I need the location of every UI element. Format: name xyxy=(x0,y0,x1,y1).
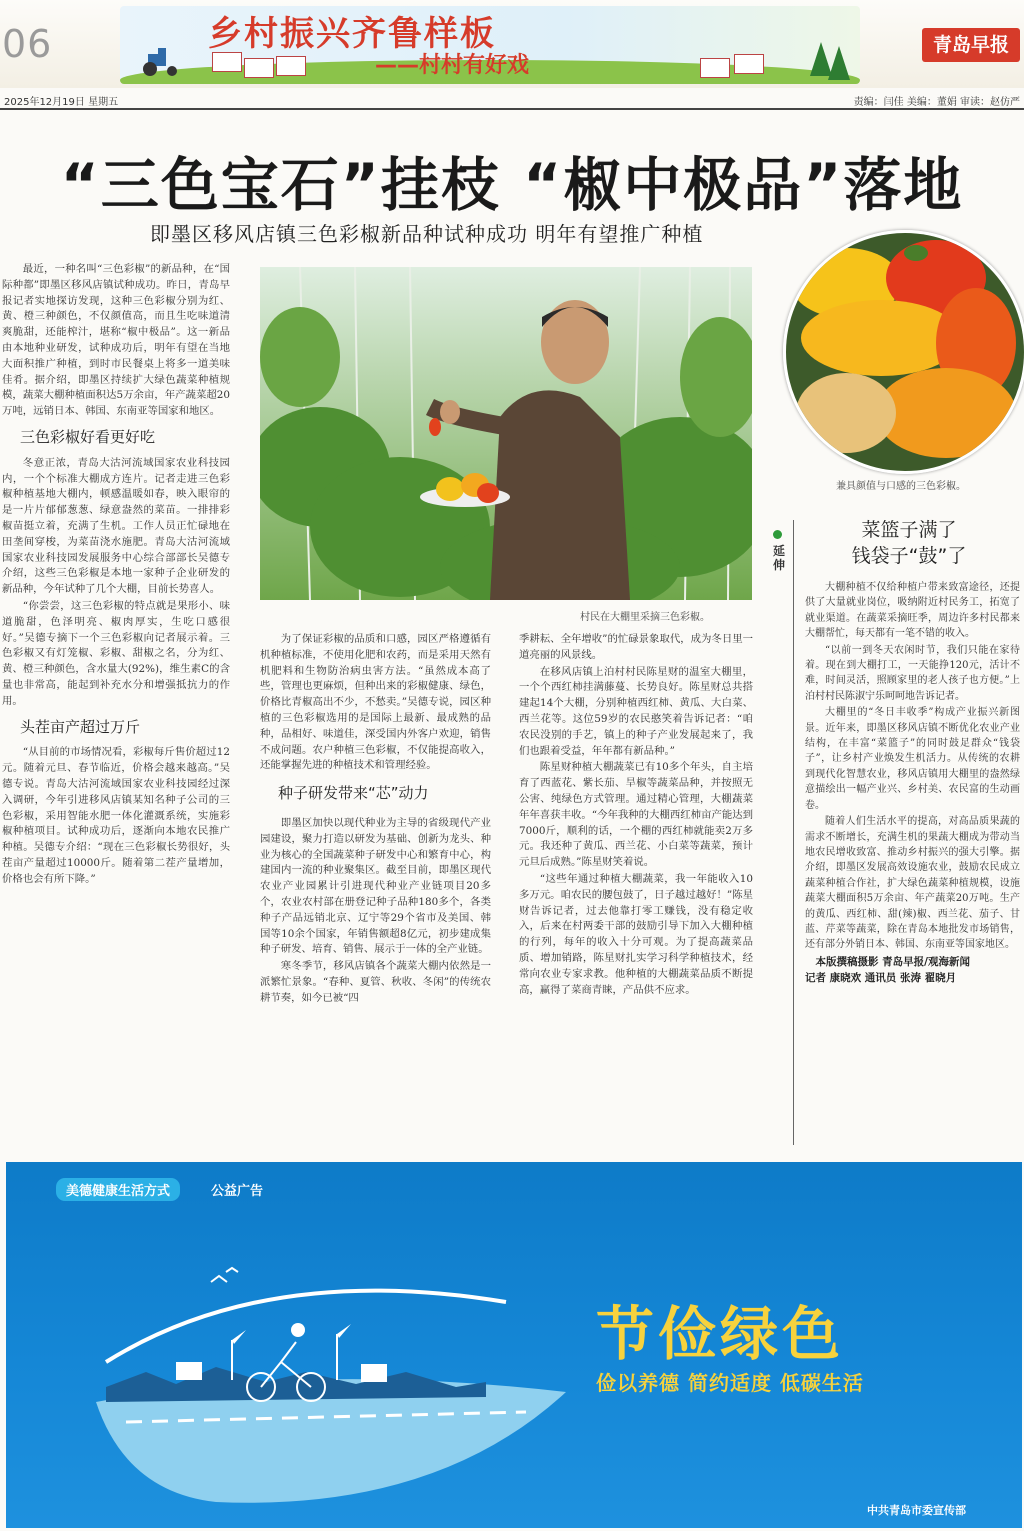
pepper-photo xyxy=(783,230,1024,474)
intro-paragraph: 最近，一种名叫“三色彩椒”的新品种，在“国际种都”即墨区移风店镇试种成功。昨日，青岛早报记者实地探访发现，这种三色彩椒分别为红、黄、橙三种颜色，不仅颜值高，而且生吃味道清爽脆甜，还能榨汁，堪称“椒中极品”。这一新品由本地种业研发，试种成功后，明年有望在当地大面积推广种植，到时市民餐桌上将多一道美味佳肴。据介绍，即墨区持续扩大绿色蔬菜种植规模，蔬菜大棚种植面积达5万余亩，年产蔬菜超20万吨，远销日本、韩国、东南亚等国家和地区。 xyxy=(2,263,230,418)
house-icon xyxy=(212,52,242,72)
ad-title: 节俭绿色 xyxy=(596,1300,845,1368)
tractor-icon xyxy=(138,48,182,76)
banner-subtitle: ——村村有好戏 xyxy=(375,53,530,78)
main-photo xyxy=(260,267,752,600)
green-leaf-cyclist-illustration xyxy=(6,1222,566,1522)
dateline: 2025年12月19日 星期五 xyxy=(4,97,119,108)
sidebar-heading-line-1: 菜篮子满了 xyxy=(861,519,957,541)
body-paragraph: “你尝尝，这三色彩椒的特点就是果形小、味道脆甜，色泽明亮、椒肉厚实，生吃口感很好。”吴德专摘下一个三色彩椒向记者展示着。三色彩椒又有灯笼椒、彩椒、甜椒之名，分为红、黄、橙三种颜色，含水量大(92%)，维生素C的含量也非常高，能起到补充水分和增强抵抗力的作用。 xyxy=(2,599,230,707)
body-paragraph: 即墨区加快以现代种业为主导的省级现代产业园建设，聚力打造以研发为基础、创新为龙头、种业为核心的全国蔬菜种子研发中心和繁育中心，构建国内一流的种业聚集区。截至目前，即墨区现代农业产业园累计引进现代种业产业链项目20多个，农业农村部在册登记种子品种180多个，各类种子产品远销北京、辽宁等29个省市及美国、韩国等10余个国家，年销售额超8亿元，初步建成集种子研发、培育、销售、展示于一体的全产业链。 xyxy=(260,816,491,956)
house-icon xyxy=(244,58,274,78)
banner-title: 乡村振兴齐鲁样板 xyxy=(208,14,496,54)
article-column-3 xyxy=(519,632,753,1147)
house-icon xyxy=(734,54,764,74)
sidebar-divider xyxy=(793,520,794,1145)
body-paragraph: “以前一到冬天农闲时节，我们只能在家待着。现在到大棚打工，一天能挣120元，活计不难，时间灵活，照顾家里的老人孩子也方便。”上泊村村民陈淑宁乐呵呵地告诉记者。 xyxy=(805,644,1020,702)
body-paragraph: 陈星财种植大棚蔬菜已有10多个年头，自主培育了西蓝花、紫长茄、旱椒等蔬菜品种，并按照无公害、纯绿色方式管理。通过精心管理，大棚蔬菜年年喜获丰收。“今年我种的大棚西红柿亩产能达到7000斤，顺利的话，一个棚的西红柿就能卖2万多元。我还种了黄瓜、西兰花、小白菜等蔬菜，预计元旦后成熟。”陈星财笑着说。 xyxy=(519,761,753,869)
house-icon xyxy=(276,56,306,76)
article-column-2 xyxy=(260,632,491,1147)
section-heading: 头茬亩产超过万斤 xyxy=(20,717,141,736)
tree-icon xyxy=(828,46,850,80)
sidebar-label: 延伸 xyxy=(772,544,785,572)
page-number: 06 xyxy=(2,22,53,66)
body-paragraph: 寒冬季节，移风店镇各个蔬菜大棚内依然是一派繁忙景象。“春种、夏管、秋收、冬闲”的传统农耕节奏，如今已被“四 xyxy=(260,960,491,1004)
sidebar-column xyxy=(805,580,1020,1148)
ad-tag: 美德健康生活方式 xyxy=(56,1178,180,1201)
tricolor-pepper-image xyxy=(786,233,1024,471)
header-rule xyxy=(0,108,1024,110)
article-column-1 xyxy=(2,262,230,1150)
ad-slogan: 俭以养德 简约适度 低碳生活 xyxy=(596,1371,864,1395)
ad-type: 公益广告 xyxy=(211,1184,264,1199)
greenhouse-farmer-image xyxy=(260,267,752,600)
ad-organization: 中共青岛市委宣传部 xyxy=(867,1504,966,1517)
public-service-ad xyxy=(6,1162,1022,1528)
body-paragraph: 大棚里的“冬日丰收季”构成产业振兴新图景。近年来，即墨区移风店镇不断优化农业产业结构，在丰富“菜篮子”的同时鼓足群众“钱袋子”，让乡村产业焕发生机活力。从传统的农耕到现代化智慧农业，移风店镇用大棚里的盎然绿意描绘出一幅产业兴、乡村美、农民富的生动画卷。 xyxy=(805,707,1020,811)
pepper-caption: 兼具颜值与口感的三色彩椒。 xyxy=(836,481,966,492)
body-paragraph: 季耕耘、全年增收”的忙碌景象取代，成为冬日里一道亮丽的风景线。 xyxy=(519,633,753,661)
body-paragraph: “从目前的市场情况看，彩椒每斤售价超过12元。随着元旦、春节临近，价格会越来越高。”吴德专说。青岛大沽河流域国家农业科技园经过深入调研，今年引进移风店镇某知名种子公司的三色彩椒，采用智能水肥一体化灌溉系统，实施彩椒种植项目。试种成功后，逐渐向本地农民推广种植。吴德专介绍：“现在三色彩椒长势很好，头茬亩产量超过10000斤。随着第二茬产量增加，价格也会有所下降。” xyxy=(2,746,230,885)
subheadline: 即墨区移风店镇三色彩椒新品种试种成功 明年有望推广种植 xyxy=(150,222,704,246)
body-paragraph: 大棚种植不仅给种植户带来致富途径，还提供了大量就业岗位，吸纳附近村民务工，拓宽了就业渠道。在蔬菜采摘旺季，周边许多村民都来大棚帮忙，每天都有一笔不错的收入。 xyxy=(805,582,1020,640)
body-paragraph: 随着人们生活水平的提高，对高品质果蔬的需求不断增长，充满生机的果蔬大棚成为带动当地农民增收致富、推动乡村振兴的强大引擎。据介绍，即墨区发展高效设施农业，鼓励农民成立蔬菜种植合作社，扩大绿色蔬菜种植规模，设施蔬菜大棚面积5万余亩、年产蔬菜20万吨。生产的黄瓜、西红柿、甜(辣)椒、西兰花、茄子、甘蓝、芹菜等蔬菜，除在青岛本地批发市场销售，还有部分外销日本、韩国、东南亚等国家地区。 xyxy=(805,816,1020,951)
sidebar-heading xyxy=(800,517,1018,569)
section-heading: 种子研发带来“芯”动力 xyxy=(278,784,429,803)
body-paragraph: 为了保证彩椒的品质和口感，园区严格遵循有机种植标准，不使用化肥和农药，而是采用天然有机肥料和生物防治病虫害方法。“虽然成本高了些，管理也更麻烦，但种出来的彩椒健康、绿色，价格比青椒高出不少，不愁卖。”吴德专说，园区种植的三色彩椒选用的是国际上最新、最成熟的品种，品相好、味道佳，深受国内外客户欢迎，销售不成问题。农户种植三色彩椒，不仅能提高收入，还能掌握先进的种植技术和管理经验。 xyxy=(260,633,491,772)
photo-caption: 村民在大棚里采摘三色彩椒。 xyxy=(580,612,710,623)
newspaper-logo: 青岛早报 xyxy=(922,28,1020,62)
editor-credits: 责编：闫佳 美编：董娟 审读：赵仿严 xyxy=(853,97,1020,108)
body-paragraph: 冬意正浓，青岛大沽河流域国家农业科技园内，一个个标准大棚成方连片。记者走进三色彩椒种植基地大棚内，顿感温暖如春，映入眼帘的是一片片郁郁葱葱、绿意盎然的菜苗。一排排彩椒苗挺立着，充满了生机。工作人员正忙碌地在田垄间穿梭，为菜苗浇水施肥。青岛大沽河流域国家农业科技园发展服务中心综合部部长吴德专介绍，这些三色彩椒是本地一家种子企业研发的新品种，今年试种了几个大棚，目前长势喜人。 xyxy=(2,456,230,596)
house-icon xyxy=(700,58,730,78)
headline: “三色宝石”挂枝 “椒中极品”落地 xyxy=(60,151,964,219)
byline: 记者 康晓欢 通讯员 张涛 翟晓月 xyxy=(805,971,957,984)
section-heading: 三色彩椒好看更好吃 xyxy=(20,427,156,446)
sidebar-heading-line-2: 钱袋子“鼓”了 xyxy=(851,545,967,567)
byline: 本版撰稿摄影 青岛早报/观海新闻 xyxy=(815,955,970,968)
body-paragraph: “这些年通过种植大棚蔬菜，我一年能收入10多万元。咱农民的腰包鼓了，日子越过越好！”陈星财告诉记者，过去他靠打零工赚钱，没有稳定收入，后来在村两委干部的鼓励引导下加入大棚种植的行列，每年的收入十分可观。为了提高蔬菜品质、增加销路，陈星财扎实学习科学种植技术，经常向农业专家求教。他种植的大棚蔬菜品质不断提高，赢得了菜商青睐，产品供不应求。 xyxy=(519,872,753,996)
sidebar-marker-icon xyxy=(773,530,782,539)
body-paragraph: 在移风店镇上泊村村民陈星财的温室大棚里，一个个西红柿挂满藤蔓、长势良好。陈星财总共搭建起14个大棚，分别种植西红柿、黄瓜、大白菜、西兰花等。这位59岁的农民憨笑着告诉记者：“咱农民没别的手艺，镇上的种子产业发展起来了，我们也跟着受益，年年都有新品种。” xyxy=(519,665,753,757)
